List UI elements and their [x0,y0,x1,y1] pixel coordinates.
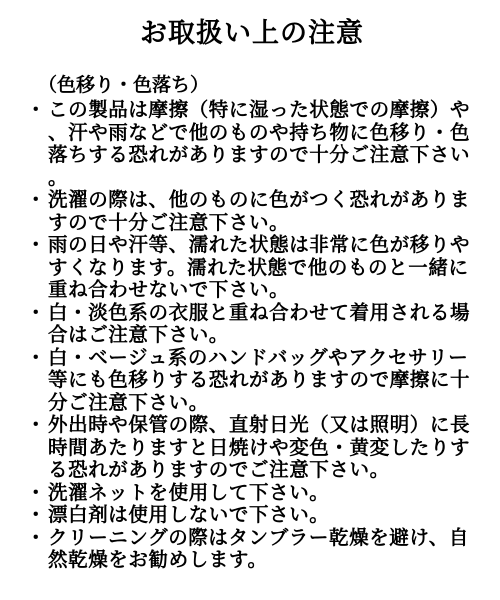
page-title: お取扱い上の注意 [140,18,364,49]
list-item [24,414,480,482]
bullet-icon: ・ [25,300,47,324]
list-item-text: この製品は摩擦（特に湿った状態での摩擦）や、汗や雨などで他のものや持ち物に色移り・色落ちする恐れがありますので十分ご注意下さい。 [48,98,471,189]
list-item [24,504,480,527]
bullet-icon: ・ [25,345,47,369]
section-label: （色移り・色落ち） [38,74,210,96]
bullet-icon: ・ [25,98,47,121]
list-item [24,347,480,415]
list-item-text: クリーニングの際はタンブラー乾燥を避け、自然乾燥をお勧めします。 [48,525,469,571]
list-item-text: 白・淡色系の衣服と重ね合わせて着用される場合はご注意下さい。 [48,300,471,346]
list-item-text: 洗濯ネットを使用して下さい。 [48,480,330,504]
list-item-text: 外出時や保管の際、直射日光（又は照明）に長時間あたりますと日焼けや変色・黄変したりする恐れがありますのでご注意下さい。 [48,413,471,481]
list-item-text: 漂白剤は使用しないで下さい。 [48,503,330,526]
bullet-icon: ・ [25,503,47,526]
list-item-text: 白・ベージュ系のハンドバッグやアクセサリー等にも色移りする恐れがありますので摩擦に十分ご注意下さい。 [48,345,471,414]
bullet-icon: ・ [25,188,47,211]
list-item-text: 洗濯の際は、他のものに色がつく恐れがありますので十分ご注意下さい。 [48,188,471,234]
bullet-icon: ・ [25,413,47,436]
caution-list [24,99,480,572]
list-item [24,99,480,189]
list-item [24,482,480,505]
list-item [24,234,480,302]
bullet-icon: ・ [25,233,47,256]
bullet-icon: ・ [25,525,47,549]
list-item [24,302,480,347]
list-item [24,189,480,234]
list-item [24,527,480,572]
bullet-icon: ・ [25,480,47,504]
list-item-text: 雨の日や汗等、濡れた状態は非常に色が移りやすくなります。濡れた状態で他のものと一緒に重ね合わせないで下さい。 [48,233,471,301]
